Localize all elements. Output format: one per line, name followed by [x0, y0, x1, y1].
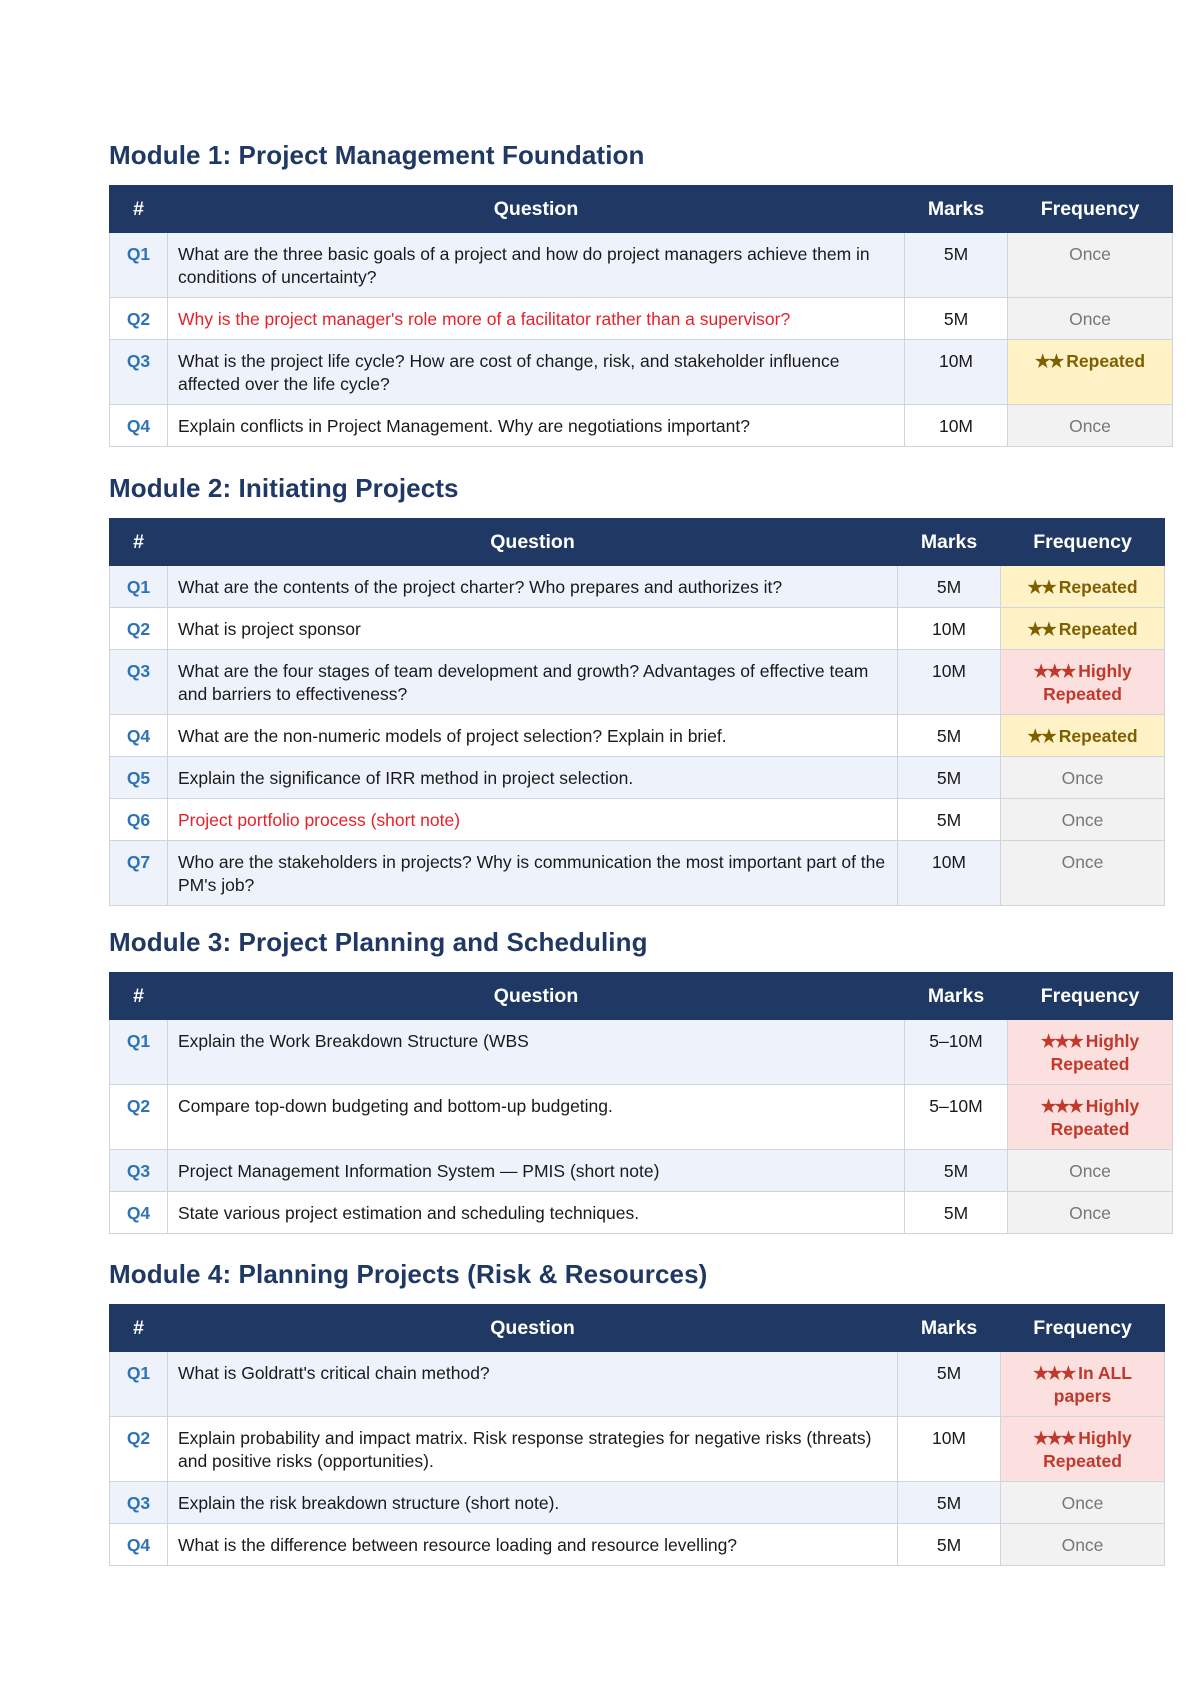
- module-title: Module 4: Planning Projects (Risk & Resources): [109, 1259, 708, 1289]
- question-text: Compare top-down budgeting and bottom-up budgeting.: [168, 1085, 905, 1150]
- question-number: Q5: [110, 757, 168, 799]
- table-row: [110, 608, 1165, 650]
- marks: 5M: [898, 715, 1001, 757]
- star-icon: ★★★: [1040, 1031, 1082, 1051]
- question-text: What are the three basic goals of a project and how do project managers achieve them in conditions of uncertainty?: [168, 233, 905, 298]
- star-icon: ★★: [1027, 577, 1055, 597]
- question-number: Q2: [110, 298, 168, 340]
- frequency-label: Highly Repeated: [1050, 1096, 1140, 1139]
- table-row: [110, 405, 1173, 447]
- table-header: [110, 1305, 1165, 1352]
- frequency-label: Once: [1069, 244, 1111, 264]
- frequency-badge: [1001, 715, 1165, 757]
- question-number: Q2: [110, 608, 168, 650]
- table-row: [110, 298, 1173, 340]
- frequency-badge: [1001, 799, 1165, 841]
- frequency-label: Once: [1069, 309, 1111, 329]
- question-number: Q3: [110, 1482, 168, 1524]
- marks: 10M: [905, 405, 1008, 447]
- module-2: [109, 473, 1165, 906]
- frequency-label: Once: [1061, 1535, 1104, 1555]
- frequency-label: Repeated: [1058, 726, 1138, 746]
- question-text: What is the project life cycle? How are cost of change, risk, and stakeholder influence affected over the life cycle?: [168, 340, 905, 405]
- frequency-label: Highly Repeated: [1043, 1428, 1132, 1471]
- frequency-badge: [1001, 1352, 1165, 1417]
- module-3: [109, 927, 1173, 1234]
- question-number: Q3: [110, 1150, 168, 1192]
- frequency-badge: [1008, 1192, 1173, 1234]
- table-row: [110, 757, 1165, 799]
- frequency-label: Repeated: [1066, 351, 1146, 371]
- header-num: #: [110, 519, 168, 566]
- table-row: [110, 1524, 1165, 1566]
- question-number: Q2: [110, 1417, 168, 1482]
- question-number: Q4: [110, 1524, 168, 1566]
- question-table: [109, 185, 1173, 447]
- frequency-badge: [1008, 340, 1173, 405]
- frequency-badge: [1001, 608, 1165, 650]
- table-row: [110, 1352, 1165, 1417]
- module-1: [109, 140, 1173, 447]
- question-number: Q1: [110, 1020, 168, 1085]
- header-frequency: Frequency: [1008, 973, 1173, 1020]
- frequency-badge: [1001, 566, 1165, 608]
- table-row: [110, 1085, 1173, 1150]
- question-text: Explain probability and impact matrix. Risk response strategies for negative risks (threats) and positive risks (opportunities).: [168, 1417, 898, 1482]
- question-text: Explain conflicts in Project Management. Why are negotiations important?: [168, 405, 905, 447]
- frequency-badge: [1001, 1482, 1165, 1524]
- marks: 5M: [905, 1192, 1008, 1234]
- marks: 5M: [898, 799, 1001, 841]
- marks: 5M: [898, 566, 1001, 608]
- frequency-badge: [1001, 650, 1165, 715]
- frequency-badge: [1001, 1417, 1165, 1482]
- question-text: What is the difference between resource loading and resource levelling?: [168, 1524, 898, 1566]
- star-icon: ★★: [1027, 726, 1055, 746]
- marks: 10M: [898, 841, 1001, 906]
- table-row: [110, 715, 1165, 757]
- header-marks: Marks: [898, 519, 1001, 566]
- table-row: [110, 1020, 1173, 1085]
- table-row: [110, 1482, 1165, 1524]
- table-header: [110, 519, 1165, 566]
- marks: 10M: [898, 608, 1001, 650]
- star-icon: ★★★: [1033, 1428, 1075, 1448]
- table-header: [110, 973, 1173, 1020]
- frequency-badge: [1001, 1524, 1165, 1566]
- question-table: [109, 1304, 1165, 1566]
- table-row: [110, 1192, 1173, 1234]
- header-marks: Marks: [898, 1305, 1001, 1352]
- marks: 5M: [898, 757, 1001, 799]
- table-row: [110, 340, 1173, 405]
- table-row: [110, 566, 1165, 608]
- table-row: [110, 1150, 1173, 1192]
- frequency-label: Repeated: [1058, 577, 1138, 597]
- marks: 10M: [898, 650, 1001, 715]
- marks: 5–10M: [905, 1020, 1008, 1085]
- frequency-label: Once: [1061, 1493, 1104, 1513]
- header-marks: Marks: [905, 973, 1008, 1020]
- question-number: Q6: [110, 799, 168, 841]
- question-number: Q1: [110, 1352, 168, 1417]
- question-text: What are the four stages of team development and growth? Advantages of effective team and barriers to effectiveness?: [168, 650, 898, 715]
- question-text: What are the non-numeric models of project selection? Explain in brief.: [168, 715, 898, 757]
- frequency-label: Once: [1061, 810, 1104, 830]
- frequency-label: Once: [1069, 1203, 1111, 1223]
- table-row: [110, 233, 1173, 298]
- question-text: Project Management Information System — PMIS (short note): [168, 1150, 905, 1192]
- table-row: [110, 1417, 1165, 1482]
- frequency-badge: [1008, 405, 1173, 447]
- header-num: #: [110, 1305, 168, 1352]
- marks: 5M: [905, 298, 1008, 340]
- question-number: Q4: [110, 1192, 168, 1234]
- frequency-badge: [1001, 757, 1165, 799]
- module-title: Module 3: Project Planning and Scheduling: [109, 927, 648, 957]
- question-text: State various project estimation and scheduling techniques.: [168, 1192, 905, 1234]
- header-frequency: Frequency: [1008, 186, 1173, 233]
- frequency-label: Once: [1069, 1161, 1111, 1181]
- frequency-badge: [1008, 298, 1173, 340]
- star-icon: ★★★: [1040, 1096, 1082, 1116]
- header-question: Question: [168, 186, 905, 233]
- question-number: Q1: [110, 566, 168, 608]
- question-text: What is project sponsor: [168, 608, 898, 650]
- header-num: #: [110, 973, 168, 1020]
- marks: 10M: [905, 340, 1008, 405]
- question-text: Explain the Work Breakdown Structure (WBS: [168, 1020, 905, 1085]
- module-title: Module 2: Initiating Projects: [109, 473, 459, 503]
- table-row: [110, 799, 1165, 841]
- question-number: Q3: [110, 650, 168, 715]
- marks: 5–10M: [905, 1085, 1008, 1150]
- frequency-badge: [1008, 233, 1173, 298]
- marks: 5M: [898, 1524, 1001, 1566]
- question-text: What are the contents of the project charter? Who prepares and authorizes it?: [168, 566, 898, 608]
- header-question: Question: [168, 519, 898, 566]
- header-question: Question: [168, 1305, 898, 1352]
- header-frequency: Frequency: [1001, 1305, 1165, 1352]
- question-number: Q7: [110, 841, 168, 906]
- question-number: Q3: [110, 340, 168, 405]
- frequency-badge: [1008, 1150, 1173, 1192]
- frequency-label: Repeated: [1058, 619, 1138, 639]
- table-row: [110, 841, 1165, 906]
- header-frequency: Frequency: [1001, 519, 1165, 566]
- header-question: Question: [168, 973, 905, 1020]
- marks: 5M: [905, 233, 1008, 298]
- star-icon: ★★★: [1033, 1363, 1075, 1383]
- question-text: Explain the risk breakdown structure (short note).: [168, 1482, 898, 1524]
- frequency-label: In ALL papers: [1053, 1363, 1132, 1406]
- module-4: [109, 1259, 1165, 1566]
- question-text: Who are the stakeholders in projects? Why is communication the most important part of the PM's job?: [168, 841, 898, 906]
- marks: 5M: [898, 1352, 1001, 1417]
- star-icon: ★★: [1034, 351, 1063, 371]
- frequency-label: Highly Repeated: [1050, 1031, 1140, 1074]
- frequency-badge: [1008, 1020, 1173, 1085]
- header-marks: Marks: [905, 186, 1008, 233]
- frequency-badge: [1001, 841, 1165, 906]
- star-icon: ★★★: [1033, 661, 1075, 681]
- question-number: Q4: [110, 405, 168, 447]
- question-text: What is Goldratt's critical chain method?: [168, 1352, 898, 1417]
- question-text: Why is the project manager's role more of a facilitator rather than a supervisor?: [168, 298, 905, 340]
- marks: 10M: [898, 1417, 1001, 1482]
- frequency-label: Once: [1061, 768, 1104, 788]
- frequency-label: Once: [1061, 852, 1104, 872]
- question-table: [109, 518, 1165, 906]
- table-row: [110, 650, 1165, 715]
- question-table: [109, 972, 1173, 1234]
- frequency-label: Once: [1069, 416, 1111, 436]
- header-num: #: [110, 186, 168, 233]
- star-icon: ★★: [1027, 619, 1055, 639]
- module-title: Module 1: Project Management Foundation: [109, 140, 645, 170]
- frequency-label: Highly Repeated: [1043, 661, 1132, 704]
- question-number: Q1: [110, 233, 168, 298]
- frequency-badge: [1008, 1085, 1173, 1150]
- marks: 5M: [905, 1150, 1008, 1192]
- question-number: Q4: [110, 715, 168, 757]
- question-text: Project portfolio process (short note): [168, 799, 898, 841]
- question-text: Explain the significance of IRR method in project selection.: [168, 757, 898, 799]
- question-number: Q2: [110, 1085, 168, 1150]
- marks: 5M: [898, 1482, 1001, 1524]
- table-header: [110, 186, 1173, 233]
